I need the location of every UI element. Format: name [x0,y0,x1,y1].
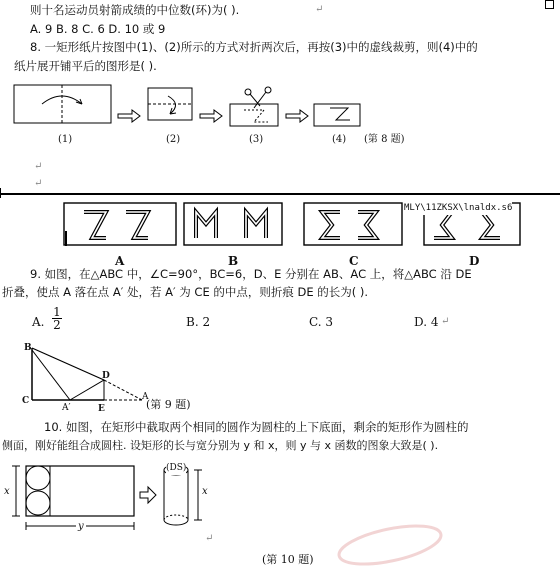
q9-option-a-label: A. [32,315,45,329]
option-a-letter[interactable]: A [115,254,125,268]
label-c: C [22,396,30,406]
cylinder-tag: (DS) [166,463,187,473]
label-a-prime: A′ [62,403,71,413]
q10-figure-caption: (第 10 题) [262,553,314,566]
paragraph-mark-icon: ↵ [441,316,450,327]
step-label-1: (1) [58,134,73,145]
step-label-3: (3) [249,134,264,145]
dim-y-bottom: y [78,521,84,532]
q9-option-c[interactable]: C. 3 [309,315,334,329]
q8-figure-caption: (第 8 题) [364,134,405,145]
paragraph-mark-icon: ↵ [205,533,214,544]
option-d-letter[interactable]: D [469,254,480,268]
watermark-stamp [336,519,444,569]
label-a: A [142,392,149,402]
paragraph-mark-icon: ↵ [315,4,324,15]
q7-stem: 则十名运动员射箭成绩的中位数(环)为( ). [30,3,240,17]
q10-stem-line1: 10. 如图，在矩形中截取两个相同的圆作为圆柱的上下底面，剩余的矩形作为圆柱的 [44,420,469,434]
paragraph-mark-icon: ↵ [34,178,43,189]
q9-figure-caption: (第 9 题) [146,398,191,411]
file-path-stamp: MLY\11ZKSX\lnaldx.s6 [404,203,513,213]
label-e: E [98,404,105,414]
fraction-numerator: 1 [53,305,61,319]
step-label-2: (2) [166,134,181,145]
label-b: B [24,343,32,353]
option-c-letter[interactable]: C [349,254,359,268]
q9-option-d[interactable]: D. 4 [414,315,439,329]
option-b-letter[interactable]: B [228,254,239,268]
step-label-4: (4) [332,134,347,145]
dim-x-right: x [202,486,208,497]
q10-stem-line2: 侧面，刚好能组合成圆柱. 设矩形的长与宽分别为 y 和 x，则 y 与 x 函数的图象大致是( ). [2,439,439,452]
q8-stem-line2: 纸片展开铺平后的图形是( ). [14,59,157,73]
q8-stem-line1: 8. 一矩形纸片按图中(1)、(2)所示的方式对折两次后，再按(3)中的虚线裁剪，则(4)中的 [30,40,478,54]
q9-option-b[interactable]: B. 2 [186,315,211,329]
q9-stem-line1: 9. 如图，在△ABC 中，∠C=90°，BC=6，D、E 分别在 AB、AC 上，将△ABC 沿 DE [30,267,472,281]
arrow-right-icon [140,487,156,503]
label-d: D [102,371,110,381]
fraction-denominator: 2 [53,318,61,332]
paragraph-mark-icon: ↵ [34,161,43,172]
q7-options: A. 9 B. 8 C. 6 D. 10 或 9 [30,22,166,36]
dim-x-left: x [4,486,10,497]
q9-stem-line2: 折叠，使点 A 落在点 A′ 处，若 A′ 为 CE 的中点，则折痕 DE 的长为( ). [2,285,369,299]
